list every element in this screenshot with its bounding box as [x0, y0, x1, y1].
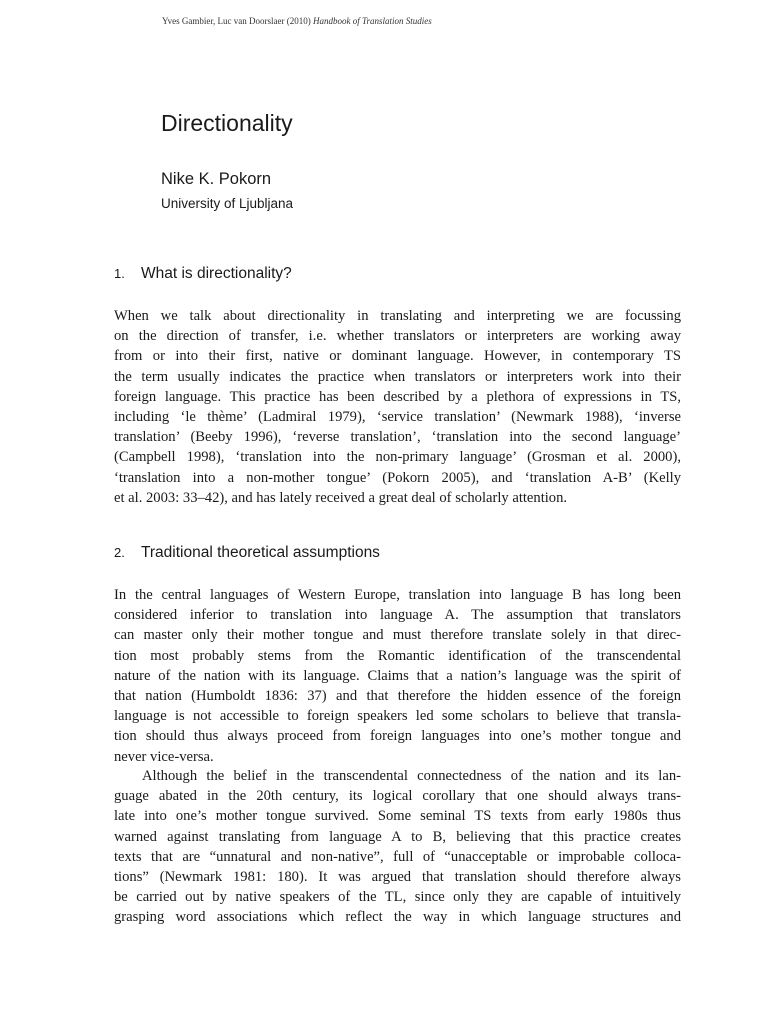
- text-line: tions” (Newmark 1981: 180). It was argued that translation should therefore always: [114, 869, 681, 886]
- section-number: 2.: [114, 545, 125, 560]
- text-line: the term usually indicates the practice when translators or interpreters work into their: [114, 368, 681, 385]
- text-line: including ‘le thème’ (Ladmiral 1979), ‘service translation’ (Newmark 1988), ‘inverse: [114, 409, 681, 426]
- text-line: foreign language. This practice has been described by a plethora of expressions in TS,: [114, 388, 681, 405]
- text-line: tion should thus always proceed from foreign languages into one’s mother tongue and: [114, 728, 681, 745]
- text-line: late into one’s mother tongue survived. Some seminal TS texts from early 1980s thus: [114, 808, 681, 825]
- text-line: (Campbell 1998), ‘translation into the non-primary language’ (Grosman et al. 2000),: [114, 449, 681, 466]
- text-line: on the direction of transfer, i.e. whether translators or interpreters are working away: [114, 328, 681, 345]
- text-line: from or into their first, native or dominant language. However, in contemporary TS: [114, 348, 681, 365]
- author-affiliation: University of Ljubljana: [161, 196, 294, 211]
- text-line: Although the belief in the transcendental connectedness of the nation and its lan-: [142, 768, 681, 784]
- section-title: What is directionality?: [141, 265, 292, 282]
- text-line: et al. 2003: 33–42), and has lately received a great deal of scholarly attention.: [114, 489, 568, 506]
- text-line: When we talk about directionality in translating and interpreting we are focussing: [114, 308, 681, 324]
- paragraph-3: [114, 766, 681, 928]
- section-heading-2: [114, 544, 380, 562]
- text-line: texts that are “unnatural and non-native”, full of “unacceptable or improbable colloca-: [114, 848, 681, 865]
- paragraph-2: [114, 585, 681, 767]
- running-head-authors: Yves Gambier, Luc van Doorslaer (2010): [162, 16, 311, 26]
- text-line: ‘translation into a non-mother tongue’ (Pokorn 2005), and ‘translation A-B’ (Kelly: [114, 469, 681, 486]
- section-title: Traditional theoretical assumptions: [141, 544, 380, 561]
- section-heading-1: [114, 265, 292, 283]
- text-line: warned against translating from language A to B, believing that this practice creates: [114, 828, 681, 845]
- text-line: be carried out by native speakers of the TL, since only they are capable of intuitively: [114, 889, 681, 906]
- text-line: tion most probably stems from the Romantic identification of the transcendental: [114, 647, 681, 664]
- chapter-title: Directionality: [161, 110, 293, 136]
- text-line: In the central languages of Western Europe, translation into language B has long been: [114, 587, 681, 603]
- running-head: [162, 16, 432, 26]
- text-line: considered inferior to translation into language A. The assumption that translators: [114, 607, 681, 624]
- text-line: never vice-versa.: [114, 748, 214, 765]
- text-line: nature of the nation with its language. Claims that a nation’s language was the spirit of: [114, 667, 681, 684]
- chapter-author: Nike K. Pokorn: [161, 170, 272, 188]
- running-head-book-title: Handbook of Translation Studies: [312, 16, 432, 26]
- text-line: language is not accessible to foreign speakers led some scholars to believe that transla-: [114, 708, 681, 725]
- text-line: grasping word associations which reflect the way in which language structures and: [114, 909, 681, 926]
- text-line: translation’ (Beeby 1996), ‘reverse translation’, ‘translation into the second language’: [114, 429, 681, 446]
- text-line: guage abated in the 20th century, its logical corollary that one should always trans-: [114, 788, 681, 805]
- paragraph-1: [114, 306, 681, 508]
- section-number: 1.: [114, 266, 125, 281]
- text-line: that nation (Humboldt 1836: 37) and that therefore the hidden essence of the foreign: [114, 688, 681, 705]
- text-line: can master only their mother tongue and must therefore translate solely in that direc-: [114, 627, 681, 644]
